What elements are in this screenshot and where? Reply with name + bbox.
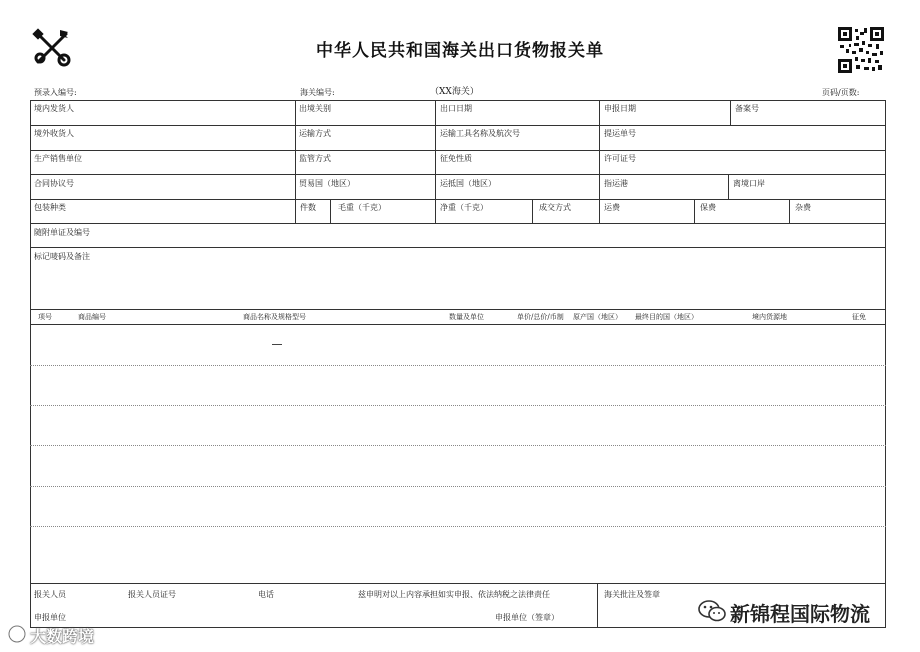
domestic-consignor-label: 境内发货人 <box>34 104 74 113</box>
scan-mark <box>272 344 282 345</box>
declaring-unit-label: 申报单位 <box>34 613 66 622</box>
goods-header-hs-code: 商品编号 <box>78 313 106 321</box>
frame-bottom-line <box>30 627 886 628</box>
frame-top-line <box>30 100 886 101</box>
goods-header-levy: 征免 <box>852 313 866 321</box>
row-line <box>30 309 886 310</box>
customs-approval-label: 海关批注及签章 <box>604 590 660 599</box>
customs-number-label: 海关编号: <box>300 88 335 97</box>
destination-country-label: 运抵国（地区） <box>440 179 496 188</box>
goods-header-origin: 原产国（地区） <box>573 313 622 321</box>
package-type-label: 包装种类 <box>34 203 66 212</box>
row-line <box>30 199 886 200</box>
producer-seller-label: 生产销售单位 <box>34 154 82 163</box>
row-line <box>30 324 886 325</box>
col-line <box>599 100 600 199</box>
col-line <box>599 199 600 223</box>
bill-of-lading-label: 提运单号 <box>604 129 636 138</box>
col-line <box>435 100 436 199</box>
attached-documents-label: 随附单证及编号 <box>34 228 90 237</box>
goods-header-source-place: 境内货源地 <box>752 313 787 321</box>
license-number-label: 许可证号 <box>604 154 636 163</box>
phone-label: 电话 <box>258 590 274 599</box>
goods-row-divider <box>30 526 886 527</box>
wechat-icon <box>697 598 727 624</box>
row-line <box>30 583 886 584</box>
col-line <box>295 100 296 199</box>
package-count-label: 件数 <box>300 203 316 212</box>
col-line <box>435 199 436 223</box>
gross-weight-label: 毛重（千克） <box>338 203 386 212</box>
exit-port-label: 离境口岸 <box>733 179 765 188</box>
declaring-unit-seal-label: 申报单位（签章） <box>495 613 559 622</box>
export-date-label: 出口日期 <box>440 104 472 113</box>
record-number-label: 备案号 <box>735 104 759 113</box>
row-line <box>30 125 886 126</box>
exit-customs-label: 出境关别 <box>299 104 331 113</box>
transport-mode-label: 运输方式 <box>299 129 331 138</box>
goods-row-divider <box>30 486 886 487</box>
goods-header-item-no: 项号 <box>38 313 52 321</box>
col-line <box>730 100 731 125</box>
declarant-label: 报关人员 <box>34 590 66 599</box>
goods-row-divider <box>30 405 886 406</box>
contract-number-label: 合同协议号 <box>34 179 74 188</box>
watermark-logo-icon <box>6 623 28 645</box>
page-count-label: 页码/页数: <box>822 88 860 97</box>
col-line <box>789 199 790 223</box>
row-line <box>30 223 886 224</box>
goods-header-description: 商品名称及规格型号 <box>243 313 306 321</box>
page-title: 中华人民共和国海关出口货物报关单 <box>316 41 604 61</box>
other-charges-label: 杂费 <box>795 203 811 212</box>
declarant-cert-label: 报关人员证号 <box>128 590 176 599</box>
goods-header-final-destination: 最终目的国（地区） <box>635 313 698 321</box>
freight-label: 运费 <box>604 203 620 212</box>
row-line <box>30 174 886 175</box>
col-line <box>532 199 533 223</box>
goods-row-divider <box>30 365 886 366</box>
supervision-mode-label: 监管方式 <box>299 154 331 163</box>
declaration-date-label: 申报日期 <box>604 104 636 113</box>
row-line <box>30 150 886 151</box>
overseas-consignee-label: 境外收货人 <box>34 129 74 138</box>
transaction-mode-label: 成交方式 <box>539 203 571 212</box>
col-line <box>295 199 296 223</box>
watermark-right-text: 新锦程国际物流 <box>730 602 870 626</box>
goods-row-divider <box>30 445 886 446</box>
col-line <box>597 583 598 627</box>
goods-header-price: 单价/总价/币制 <box>517 313 564 321</box>
marks-remarks-label: 标记唛码及备注 <box>34 252 90 261</box>
pre-entry-number-label: 预录入编号: <box>34 88 77 97</box>
col-line <box>728 174 729 199</box>
watermark-left-text: 大数跨境 <box>30 627 95 646</box>
vessel-voyage-label: 运输工具名称及航次号 <box>440 129 520 138</box>
destination-port-label: 指运港 <box>604 179 628 188</box>
levy-nature-label: 征免性质 <box>440 154 472 163</box>
declaration-statement: 兹申明对以上内容承担如实申报、依法纳税之法律责任 <box>358 590 550 599</box>
goods-header-quantity: 数量及单位 <box>449 313 484 321</box>
frame-right-line <box>885 100 886 628</box>
col-line <box>330 199 331 223</box>
net-weight-label: 净重（千克） <box>440 203 488 212</box>
trading-country-label: 贸易国（地区） <box>299 179 355 188</box>
row-line <box>30 247 886 248</box>
col-line <box>694 199 695 223</box>
insurance-label: 保费 <box>700 203 716 212</box>
frame-left-line <box>30 100 31 628</box>
customs-office-note: （XX海关） <box>430 87 479 97</box>
